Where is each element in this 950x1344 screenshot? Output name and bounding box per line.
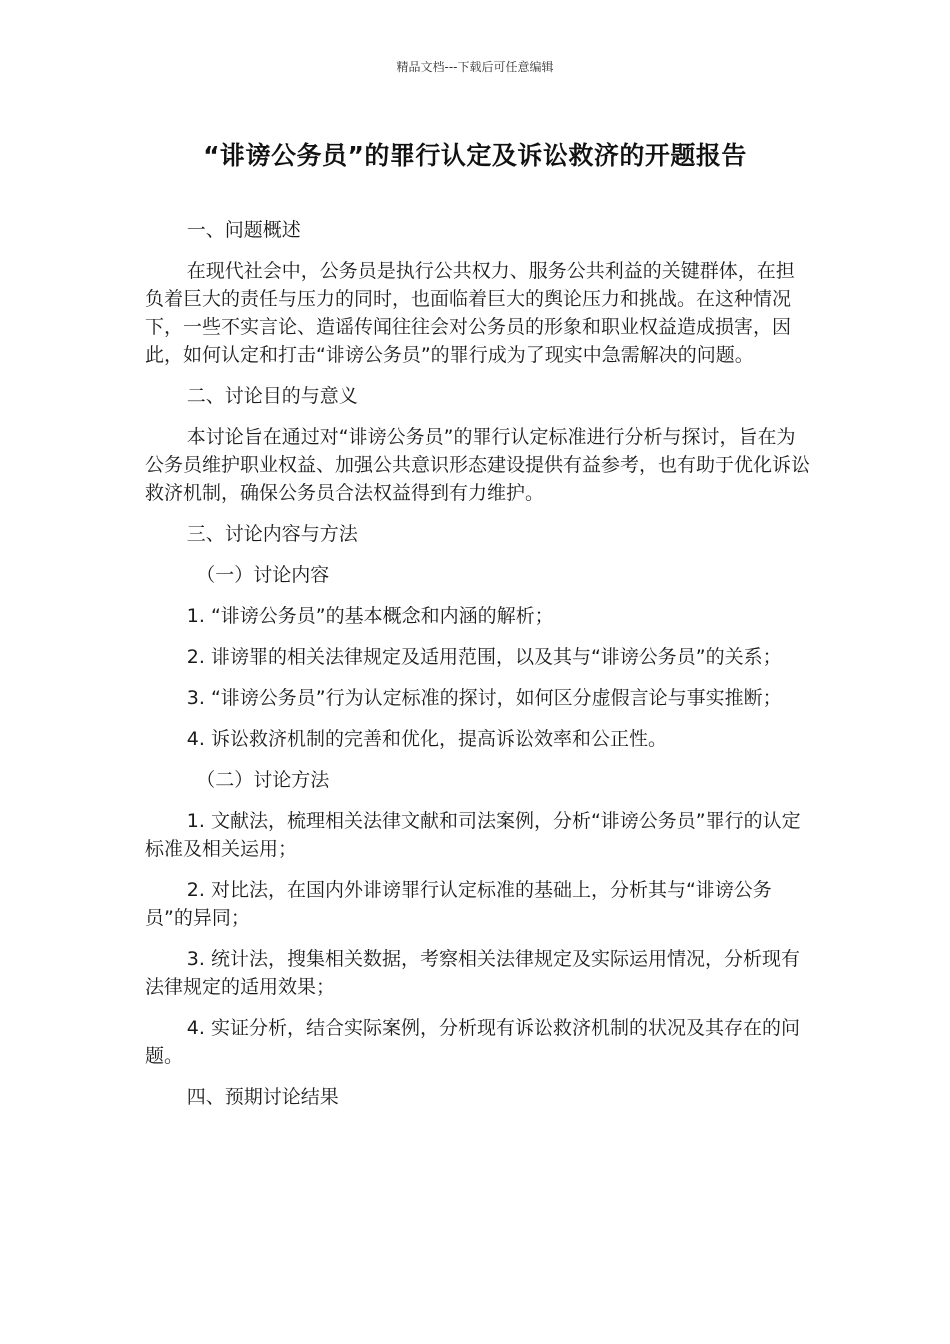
method-item-2: 2. 对比法，在国内外诽谤罪行认定标准的基础上，分析其与“诽谤公务员”的异同；: [145, 879, 772, 929]
section-heading-2: 二、讨论目的与意义: [186, 385, 358, 407]
document-body: [145, 216, 810, 1124]
method-item-1: 1. 文献法，梳理相关法律文献和司法案例，分析“诽谤公务员”罪行的认定标准及相关运用；: [145, 810, 801, 860]
content-item-4: 4. 诉讼救济机制的完善和优化，提高诉讼效率和公正性。: [186, 728, 667, 750]
section-heading-1: 一、问题概述: [186, 219, 301, 241]
section-heading-3: 三、讨论内容与方法: [186, 523, 358, 545]
method-item-3: 3. 统计法，搜集相关数据，考察相关法律规定及实际运用情况，分析现有法律规定的适用效果；: [145, 948, 800, 998]
document-title: “诽谤公务员”的罪行认定及诉讼救济的开题报告: [203, 141, 747, 170]
paragraph-purpose: 本讨论旨在通过对“诽谤公务员”的罪行认定标准进行分析与探讨，旨在为公务员维护职业权益、加强公共意识形态建设提供有益参考，也有助于优化诉讼救济机制，确保公务员合法权益得到有力维护。: [145, 426, 811, 504]
subsection-heading-method: （二）讨论方法: [196, 769, 330, 791]
paragraph-overview: 在现代社会中，公务员是执行公共权力、服务公共利益的关键群体，在担负着巨大的责任与压力的同时，也面临着巨大的舆论压力和挑战。在这种情况下，一些不实言论、造谣传闻往往会对公务员的形象和职业权益造成损害，因此，如何认定和打击“诽谤公务员”的罪行成为了现实中急需解决的问题。: [145, 260, 795, 366]
method-item-4: 4. 实证分析，结合实际案例，分析现有诉讼救济机制的状况及其存在的问题。: [145, 1017, 800, 1067]
subsection-heading-content: （一）讨论内容: [196, 564, 330, 586]
content-item-1: 1. “诽谤公务员”的基本概念和内涵的解析；: [186, 605, 554, 627]
content-item-3: 3. “诽谤公务员”行为认定标准的探讨，如何区分虚假言论与事实推断；: [186, 687, 782, 709]
header-note: 精品文档---下载后可任意编辑: [396, 60, 554, 74]
content-item-2: 2. 诽谤罪的相关法律规定及适用范围，以及其与“诽谤公务员”的关系；: [186, 646, 782, 668]
section-heading-4: 四、预期讨论结果: [186, 1086, 339, 1108]
